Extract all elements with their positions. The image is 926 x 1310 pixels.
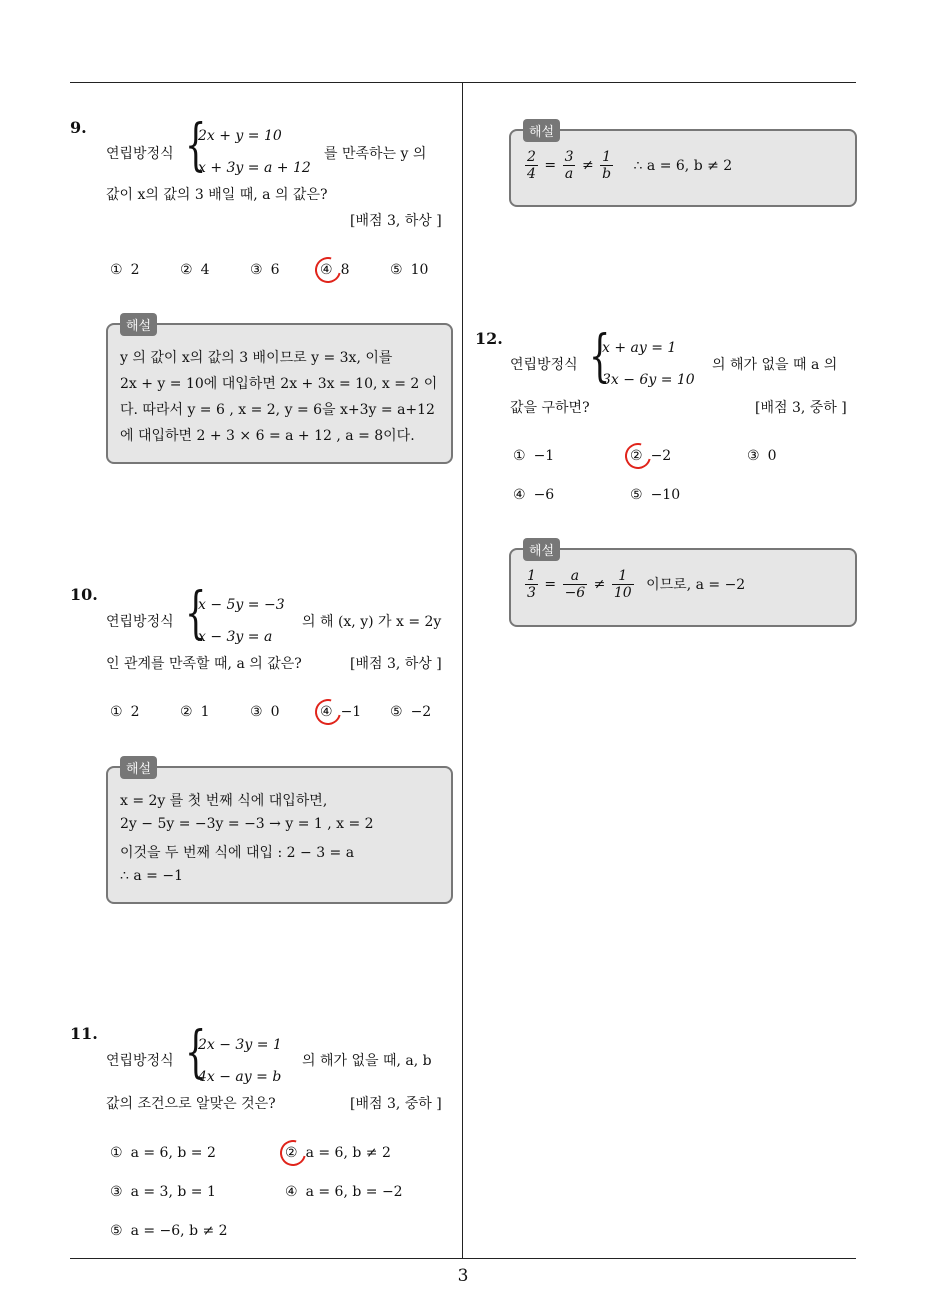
choice-2[interactable] [180, 704, 209, 720]
choice-3[interactable] [250, 704, 279, 720]
choice-value: −1 [533, 448, 555, 464]
denominator: b [602, 166, 612, 182]
problem-number: 11. [70, 1024, 98, 1043]
solution-tag: 해설 [120, 313, 157, 336]
choice-mark: ③ [250, 704, 263, 720]
choice-3[interactable] [747, 448, 776, 464]
fraction [563, 568, 588, 601]
equation-2: x − 3y = a [198, 629, 273, 645]
solution-line: 2x + y = 10에 대입하면 2x + 3x = 10, x = 2 이 [120, 376, 438, 392]
solution-tag: 해설 [120, 756, 157, 779]
choice-value: −2 [650, 448, 672, 464]
solution-line: x = 2y 를 첫 번째 식에 대입하면, [120, 793, 328, 809]
choice-mark: ⑤ [390, 704, 403, 720]
choice-2-selected[interactable] [630, 448, 671, 464]
choice-1[interactable] [110, 704, 139, 720]
question-tail: 의 해가 없을 때, a, b [302, 1053, 432, 1069]
choice-value: 2 [130, 262, 140, 278]
column-divider [462, 83, 463, 1258]
choice-value: 0 [270, 704, 280, 720]
numerator: 3 [564, 149, 574, 165]
problem-number: 12. [475, 329, 503, 348]
choice-value: 6 [270, 262, 280, 278]
choice-mark: ③ [747, 448, 760, 464]
solution-line: ∴ a = −1 [120, 868, 183, 884]
numerator: 2 [527, 149, 536, 165]
choice-3[interactable] [250, 262, 279, 278]
denominator: 10 [613, 585, 632, 601]
brace: { [589, 324, 611, 389]
solution-line: y 의 값이 x의 값의 3 배이므로 y = 3x, 이를 [120, 350, 393, 366]
numerator: a [563, 568, 588, 585]
fraction [612, 568, 634, 601]
equation-2: 3x − 6y = 10 [602, 372, 695, 388]
choice-mark: ② [180, 704, 193, 720]
choice-value: 8 [340, 262, 350, 278]
choice-mark: ④ [285, 1184, 298, 1200]
choice-4-selected[interactable] [320, 262, 349, 278]
choice-2-selected[interactable] [285, 1145, 391, 1161]
choice-1[interactable] [513, 448, 554, 464]
choice-value: 2 [130, 704, 140, 720]
problem-number: 9. [70, 118, 87, 137]
choice-4[interactable] [513, 487, 554, 503]
choice-mark: ① [110, 262, 123, 278]
solution-line: 이것을 두 번째 식에 대입 : 2 − 3 = a [120, 845, 355, 861]
question-line2: 값이 x의 값의 3 배일 때, a 의 값은? [106, 187, 328, 203]
choice-5[interactable] [390, 262, 428, 278]
choice-mark: ⑤ [390, 262, 403, 278]
solution-line: 2y − 5y = −3y = −3 → y = 1 , x = 2 [120, 816, 374, 832]
grade-label: [배점 3, 중하 ] [350, 1096, 442, 1112]
choice-value: −2 [410, 704, 432, 720]
choice-2[interactable] [180, 262, 209, 278]
choice-5[interactable] [110, 1223, 228, 1239]
grade-label: [배점 3, 하상 ] [350, 213, 442, 229]
fraction [525, 149, 538, 182]
solution-box [509, 544, 857, 627]
equals-sign: = [544, 576, 557, 593]
choice-value: a = −6, b ≠ 2 [130, 1223, 228, 1239]
grade-label: [배점 3, 하상 ] [350, 656, 442, 672]
top-rule [70, 82, 856, 83]
solution-box [509, 125, 857, 207]
answer-circle-mark: ② [630, 448, 643, 464]
solution-line: 에 대입하면 2 + 3 × 6 = a + 12 , a = 8이다. [120, 428, 415, 444]
not-equal-sign: ≠ [581, 157, 594, 174]
choice-value: 0 [767, 448, 777, 464]
choice-5[interactable] [390, 704, 431, 720]
grade-label: [배점 3, 중하 ] [755, 400, 847, 416]
answer-circle-mark: ② [285, 1145, 298, 1161]
choice-mark: ⑤ [110, 1223, 123, 1239]
choice-value: 1 [200, 704, 210, 720]
answer-circle-mark: ④ [320, 262, 333, 278]
solution-box [106, 319, 453, 464]
solution-box [106, 762, 453, 904]
page-number: 3 [457, 1266, 469, 1286]
choice-value: −10 [650, 487, 681, 503]
equation-2: x + 3y = a + 12 [198, 160, 311, 176]
solution-formula [523, 568, 745, 601]
choice-value: a = 6, b ≠ 2 [305, 1145, 391, 1161]
choice-mark: ④ [513, 487, 526, 503]
numerator: 1 [612, 568, 634, 585]
system-label: 연립방정식 [106, 1053, 174, 1069]
answer-circle-mark: ④ [320, 704, 333, 720]
solution-conclusion: 이므로, a = −2 [646, 576, 746, 593]
choice-4-selected[interactable] [320, 704, 361, 720]
choice-3[interactable] [110, 1184, 216, 1200]
system-label: 연립방정식 [106, 146, 174, 162]
choice-5[interactable] [630, 487, 680, 503]
equals-sign: = [544, 157, 557, 174]
choice-1[interactable] [110, 1145, 216, 1161]
question-line2: 값의 조건으로 알맞은 것은? [106, 1096, 276, 1112]
system-label: 연립방정식 [106, 614, 174, 630]
system-label: 연립방정식 [510, 357, 578, 373]
choice-mark: ② [180, 262, 193, 278]
equation-1: x − 5y = −3 [198, 597, 285, 613]
denominator: a [564, 166, 574, 182]
denominator: 3 [527, 585, 536, 601]
choice-value: −6 [533, 487, 555, 503]
question-tail: 를 만족하는 y 의 [324, 146, 427, 162]
numerator: 1 [600, 149, 613, 166]
solution-tag: 해설 [523, 538, 560, 561]
question-tail: 의 해가 없을 때 a 의 [712, 357, 838, 373]
equation-1: 2x − 3y = 1 [198, 1037, 282, 1053]
question-tail: 의 해 (x, y) 가 x = 2y [302, 614, 442, 630]
numerator: 1 [527, 568, 536, 584]
solution-formula [523, 149, 732, 182]
solution-line: 다. 따라서 y = 6 , x = 2, y = 6을 x+3y = a+12 [120, 402, 435, 418]
choice-mark: ① [110, 704, 123, 720]
equation-1: x + ay = 1 [602, 340, 677, 356]
choice-mark: ③ [250, 262, 263, 278]
fraction [563, 149, 576, 182]
solution-tag: 해설 [523, 119, 560, 142]
question-line2: 값을 구하면? [510, 400, 590, 416]
bottom-rule [70, 1258, 856, 1259]
choice-mark: ① [513, 448, 526, 464]
fraction [525, 568, 538, 601]
fraction [600, 149, 613, 182]
choice-value: 10 [410, 262, 429, 278]
choice-value: a = 3, b = 1 [130, 1184, 216, 1200]
problem-number: 10. [70, 585, 98, 604]
equation-1: 2x + y = 10 [198, 128, 282, 144]
denominator: −6 [564, 585, 586, 601]
choice-mark: ③ [110, 1184, 123, 1200]
brace: { [185, 113, 207, 178]
question-line2: 인 관계를 만족할 때, a 의 값은? [106, 656, 302, 672]
choice-value: a = 6, b = 2 [130, 1145, 216, 1161]
equation-2: 4x − ay = b [198, 1069, 282, 1085]
choice-value: −1 [340, 704, 362, 720]
choice-1[interactable] [110, 262, 139, 278]
brace: { [185, 1020, 207, 1085]
choice-mark: ⑤ [630, 487, 643, 503]
not-equal-sign: ≠ [593, 576, 606, 593]
solution-conclusion: ∴ a = 6, b ≠ 2 [633, 157, 733, 174]
choice-value: a = 6, b = −2 [305, 1184, 403, 1200]
choice-4[interactable] [285, 1184, 403, 1200]
brace: { [185, 581, 207, 646]
choice-mark: ① [110, 1145, 123, 1161]
denominator: 4 [527, 166, 536, 182]
choice-value: 4 [200, 262, 210, 278]
